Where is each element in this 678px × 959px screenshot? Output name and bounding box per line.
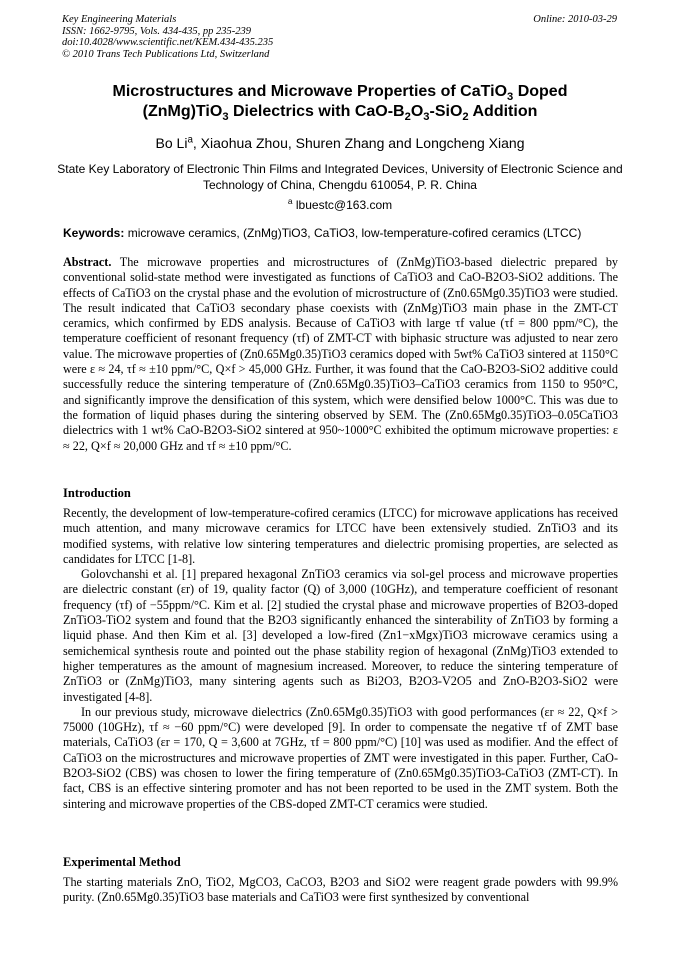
experimental-body	[63, 875, 618, 906]
online-date: Online: 2010-03-29	[533, 14, 617, 25]
affiliation: State Key Laboratory of Electronic Thin Films and Integrated Devices, University of Electronic Science and Technology of China, Chengdu 610054, P. R. China	[57, 162, 623, 192]
abstract-label: Abstract.	[63, 255, 112, 269]
journal-name: Key Engineering Materials	[62, 14, 177, 25]
journal-header	[62, 14, 617, 60]
introduction-body	[63, 506, 618, 812]
keywords-label: Keywords:	[63, 226, 125, 240]
copyright-line: © 2010 Trans Tech Publications Ltd, Switzerland	[62, 48, 270, 60]
introduction-heading: Introduction	[63, 486, 131, 500]
paragraph: Golovchanshi et al. [1] prepared hexagonal ZnTiO3 ceramics via sol-gel process and microwave properties are dielectric constant (εr) of 19, quality factor (Q) of 3,000 (10GHz), and temperature coefficient of resonant frequency (τf) of −55ppm/°C. Kim et al. [2] studied the crystal phase and microwave properties of B2O3-doped ZnTiO3-TiO2 system and found that the B2O3 significantly enhanced the sinterability of ZnTiO3 by forming a liquid phase. And then Kim et al. [3] developed a low-fired (Zn1−xMgx)TiO3 microwave ceramics using a semichemical synthesis route and pointed out the phase stability region of hexagonal (ZnMg)TiO3 extended to higher temperatures as the amount of magnesium increased. Moreover, to reduce the sintering temperature of ZnTiO3 or (ZnMg)TiO3, many sintering agents such as Bi2O3, B2O3-V2O5 and ZnO-B2O3-SiO2 were investigated [4-8].	[63, 567, 618, 704]
paragraph: Recently, the development of low-temperature-cofired ceramics (LTCC) for microwave applications has received much attention, and many microwave ceramics for LTCC have been extensively studied. ZnTiO3 and its modified systems, with relative low sintering temperatures and dielectric promising properties, are selected as candidates for LTCC [1-8].	[63, 506, 618, 566]
keywords-text: microwave ceramics, (ZnMg)TiO3, CaTiO3, low-temperature-cofired ceramics (LTCC)	[127, 226, 582, 240]
keywords	[63, 226, 618, 240]
paragraph: The starting materials ZnO, TiO2, MgCO3, CaCO3, B2O3 and SiO2 were reagent grade powders with 99.9% purity. (Zn0.65Mg0.35)TiO3 base materials and CaTiO3 were first synthesized by conventional	[63, 875, 618, 905]
paragraph: In our previous study, microwave dielectrics (Zn0.65Mg0.35)TiO3 with good performances (εr ≈ 22, Q×f > 75000 (10GHz), τf ≈ −60 ppm/°C) were developed [9]. In order to compensate the negative τf of ZMT base materials, CaTiO3 (εr = 170, Q = 3,600 at 7GHz, τf = 800 ppm/°C) [10] was used as modifier. And the effect of CaTiO3 on the microstructures and microwave properties of ZMT were investigated in this paper. Further, CaO-B2O3-SiO2 (CBS) was chosen to lower the firing temperature of (Zn0.65Mg0.35)TiO3-CaTiO3 (ZMT-CT). In fact, CBS is an effective sintering promoter and has not been reported to be used in the ZMT system. Both the sintering and microwave properties of the CBS-doped ZMT-CT ceramics were studied.	[63, 704, 618, 811]
issn-line: ISSN: 1662-9795, Vols. 434-435, pp 235-239	[62, 25, 251, 37]
abstract	[63, 255, 618, 454]
paper-title: Microstructures and Microwave Properties of CaTiO$_3$ Doped (ZnMg)TiO$_3$ Dielectrics with CaO-$B_2O_3-SiO_2$ Addition	[112, 83, 568, 124]
doi-line: doi:10.4028/www.scientific.net/KEM.434-435.235	[62, 37, 274, 48]
author-list: Bo Li$^a$, Xiaohua Zhou, Shuren Zhang and Longcheng Xiang	[155, 134, 525, 151]
author-email[interactable]: $^a$ lbuestc@163.com	[287, 196, 393, 212]
experimental-heading: Experimental Method	[63, 855, 181, 869]
abstract-text: The microwave properties and microstructures of (ZnMg)TiO3-based dielectric prepared by conventional solid-state method were investigated as functions of CaTiO3 and CaO-B2O3-SiO2 additions. The effects of CaTiO3 on the crystal phase and the evolution of microstructure of (Zn0.65Mg0.35)TiO3 were studied. The result indicated that CaTiO3 secondary phase coexists with (ZnMg)TiO3 main phase in the ZMT-CT ceramics, which confirmed by EDS analysis. Because of CaTiO3 with large τf value (τf = 800 ppm/°C), the temperature coefficient of resonant frequency (τf) of ZMT-CT with biphasic structure was adjusted to near zero value. The microwave properties of (Zn0.65Mg0.35)TiO3 ceramics doped with 5wt% CaTiO3 sintered at 1150°C were ε ≈ 24, τf ≈ ±10 ppm/°C, Q×f > 45,000 GHz. Further, it was found that the CaO-B2O3-SiO2 additive could successfully reduce the sintering temperature of (Zn0.65Mg0.35)TiO3–CaTiO3 ceramics from 1150 to 950°C, and significantly improve the densification of this system, which were densified below 1000°C. This was due to the formation of liquid phases during the sintering observed by SEM. The (Zn0.65Mg0.35)TiO3–0.05CaTiO3 dielectrics with 1 wt% CaO-B2O3-SiO2 sintered at 950~1000°C exhibited the optimum microwave properties: ε ≈ 22, Q×f ≈ 20,000 GHz and τf ≈ ±10 ppm/°C.	[63, 255, 619, 453]
